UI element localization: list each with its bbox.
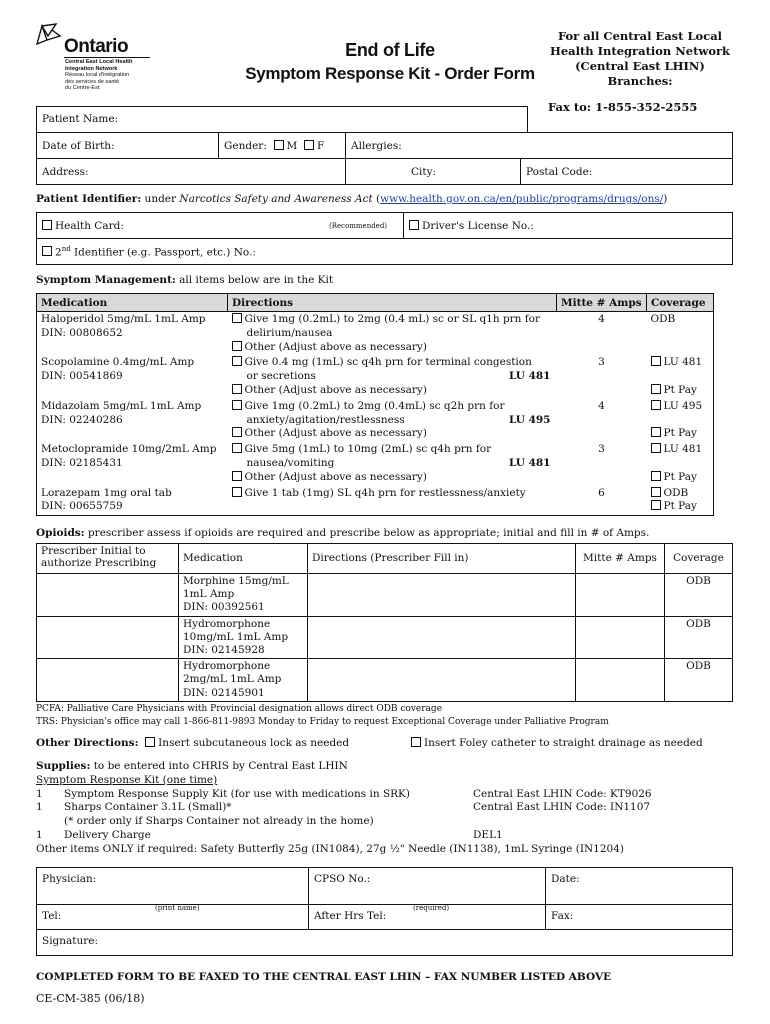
opioid-medication-line: Morphine 15mg/mL xyxy=(183,575,289,587)
trs-note: TRS: Physician's office may call 1-866-811-9893 Monday to Friday to request Exceptional Coverage under Palliative Program xyxy=(36,717,609,727)
coverage-checkbox[interactable] xyxy=(651,500,661,510)
opioid-directions-cell[interactable] xyxy=(308,616,576,659)
coverage-line: LU 495 xyxy=(651,400,710,414)
mitte-cell: 6 xyxy=(557,486,647,516)
coverage-line: ODB xyxy=(651,487,710,501)
patient-name-field[interactable]: Patient Name: xyxy=(36,106,528,133)
supply-text: (* order only if Sharps Container not already in the home) xyxy=(64,815,374,828)
medication-line: DIN: 00541869 xyxy=(41,370,123,383)
supply-text: Sharps Container 3.1L (Small)* xyxy=(64,801,232,814)
medication-cell xyxy=(37,312,228,356)
allergies-field[interactable]: Allergies: xyxy=(346,133,733,159)
medication-line: Metoclopramide 10mg/2mL Amp xyxy=(41,443,217,456)
other-directions: Other Directions: Insert subcutaneous lock as needed xyxy=(36,737,350,749)
coverage-cell xyxy=(647,442,714,485)
supply-code: Central East LHIN Code: KT9026 xyxy=(473,787,652,800)
coverage-cell xyxy=(647,355,714,398)
second-identifier-field[interactable]: 2nd Identifier (e.g. Passport, etc.) No.: xyxy=(37,239,733,265)
coverage-line: Pt Pay xyxy=(651,427,710,441)
col-mitte: Mitte # Amps xyxy=(557,294,647,312)
direction-line: Other (Adjust above as necessary) xyxy=(232,471,553,485)
form-code: CE-CM-385 (06/18) xyxy=(36,992,145,1005)
opioid-medication-cell xyxy=(179,659,308,702)
identifier-grid xyxy=(36,212,733,265)
opioid-mitte-cell[interactable] xyxy=(576,574,665,617)
signature-field[interactable]: Signature: xyxy=(37,930,733,956)
direction-checkbox[interactable] xyxy=(232,356,242,366)
supply-item xyxy=(36,788,736,802)
medication-cell xyxy=(37,486,228,516)
subcutaneous-lock-checkbox[interactable] xyxy=(145,737,155,747)
supply-qty: 1 xyxy=(36,787,43,800)
opioid-row xyxy=(37,574,733,617)
coverage-checkbox[interactable] xyxy=(651,487,661,497)
fax-number: Fax to: 1-855-352-2555 xyxy=(548,100,698,114)
direction-line: Other (Adjust above as necessary) xyxy=(232,341,553,355)
fax-field[interactable]: Fax: xyxy=(546,905,733,930)
gender-f-checkbox[interactable] xyxy=(304,140,314,150)
drivers-license-checkbox[interactable] xyxy=(409,220,419,230)
coverage-line: ODB xyxy=(650,313,676,325)
identifier-heading: Patient Identifier: under Narcotics Safety and Awareness Act (www.health.gov.on.ca/en/public/programs/drugs/ons/) xyxy=(36,193,668,205)
medication-cell xyxy=(37,355,228,398)
direction-line: anxiety/agitation/restlessness LU 495 xyxy=(246,413,551,426)
lhin-branches: For all Central East Local Health Integration Network (Central East LHIN) Branches: xyxy=(549,29,731,88)
opioid-medication-cell xyxy=(179,616,308,659)
foley-catheter-checkbox[interactable] xyxy=(411,737,421,747)
medication-line: Scopolamine 0.4mg/mL Amp xyxy=(41,356,195,369)
medication-line: DIN: 00655759 xyxy=(41,500,123,513)
opioid-coverage-cell: ODB xyxy=(665,616,733,659)
trillium-icon xyxy=(34,22,64,50)
logo-subtext: Central East Local Health Integration Network Réseau local d'intégration des services de santé du Centre-Est xyxy=(65,59,133,92)
symptom-row xyxy=(37,355,714,398)
symptom-row xyxy=(37,312,714,356)
symptom-table xyxy=(36,293,714,516)
completed-notice: COMPLETED FORM TO BE FAXED TO THE CENTRAL EAST LHIN – FAX NUMBER LISTED ABOVE xyxy=(36,971,612,983)
opioid-medication-line: 1mL Amp xyxy=(183,588,235,601)
logo-word: Ontario xyxy=(64,36,129,57)
coverage-checkbox[interactable] xyxy=(651,427,661,437)
city-field[interactable]: City: xyxy=(346,159,521,185)
opioid-medication-line: Hydromorphone xyxy=(183,617,271,630)
direction-line: Give 1mg (0.2mL) to 2mg (0.4mL) sc q2h prn for xyxy=(232,400,553,414)
supply-text: Delivery Charge xyxy=(64,828,151,841)
direction-checkbox[interactable] xyxy=(232,427,242,437)
opioid-row xyxy=(37,659,733,702)
prescriber-initial-cell[interactable] xyxy=(37,659,179,702)
directions-cell xyxy=(228,442,557,485)
coverage-checkbox[interactable] xyxy=(651,471,661,481)
gender-m-checkbox[interactable] xyxy=(274,140,284,150)
direction-line: Other (Adjust above as necessary) xyxy=(232,384,553,398)
opioid-medication-line: DIN: 02145928 xyxy=(183,644,265,657)
symptom-row xyxy=(37,442,714,485)
opioid-directions-cell[interactable] xyxy=(308,659,576,702)
supply-code: Central East LHIN Code: IN1107 xyxy=(473,801,651,814)
direction-checkbox[interactable] xyxy=(232,313,242,323)
coverage-line xyxy=(651,457,710,471)
opioid-mitte-cell[interactable] xyxy=(576,659,665,702)
medication-cell xyxy=(37,442,228,485)
pcfa-note: PCFA: Palliative Care Physicians with Provincial designation allows direct ODB coverage xyxy=(36,704,443,714)
mitte-cell: 3 xyxy=(598,443,605,456)
date-field[interactable]: Date: xyxy=(546,868,733,905)
direction-checkbox[interactable] xyxy=(232,384,242,394)
page-title: End of Life Symptom Response Kit - Order Form xyxy=(245,40,535,83)
opioid-medication-cell xyxy=(179,574,308,617)
supplies-kit-heading: Symptom Response Kit (one time) xyxy=(36,773,218,786)
drivers-license-field[interactable]: Driver's License No.: xyxy=(404,213,733,239)
symptom-row xyxy=(37,486,714,516)
coverage-cell xyxy=(647,312,714,356)
supply-item xyxy=(36,815,736,829)
lu-code: LU 481 xyxy=(508,370,551,383)
dob-field[interactable]: Date of Birth: xyxy=(37,133,219,159)
direction-line: Give 5mg (1mL) to 10mg (2mL) sc q4h prn for xyxy=(232,443,553,457)
coverage-line: Pt Pay xyxy=(651,500,710,514)
opioid-medication-line: DIN: 02145901 xyxy=(183,686,265,699)
postal-code-field[interactable]: Postal Code: xyxy=(521,159,733,185)
opioid-directions-cell[interactable] xyxy=(308,574,576,617)
col-op-mitte: Mitte # Amps xyxy=(576,544,665,574)
supply-code: DEL1 xyxy=(473,828,503,841)
col-medication: Medication xyxy=(37,294,228,312)
supply-qty: 1 xyxy=(36,828,43,841)
col-op-directions: Directions (Prescriber Fill in) xyxy=(308,544,576,574)
direction-line: Give 0.4 mg (1mL) sc q4h prn for terminal congestion xyxy=(232,356,553,370)
directions-cell xyxy=(228,486,557,516)
direction-checkbox[interactable] xyxy=(232,443,242,453)
col-prescriber-initial: Prescriber Initial to authorize Prescribing xyxy=(37,544,179,574)
mitte-cell: 3 xyxy=(598,356,605,369)
direction-line: nausea/vomiting LU 481 xyxy=(246,456,551,469)
symptom-heading: Symptom Management: all items below are in the Kit xyxy=(36,274,334,286)
opioid-medication-line: DIN: 00392561 xyxy=(183,601,265,614)
coverage-line: Pt Pay xyxy=(651,384,710,398)
opioid-row xyxy=(37,616,733,659)
coverage-line: LU 481 xyxy=(651,356,710,370)
direction-line: Give 1mg (0.2mL) to 2mg (0.4 mL) sc or SL q1h prn for xyxy=(232,313,553,327)
coverage-checkbox[interactable] xyxy=(651,443,661,453)
health-card-checkbox[interactable] xyxy=(42,220,52,230)
coverage-line xyxy=(651,414,710,428)
medication-line: DIN: 02240286 xyxy=(41,413,123,426)
supplies-section: Supplies: to be entered into CHRIS by Central East LHIN Symptom Response Kit (one time) 1 Symptom Response Supply Kit (for use with medications in SRK) Central East LHIN Code: KT9026 1 Sharps Container 3.1L (Small)* Central East LHIN Code: IN1107 (* order only if Sharps Container not already in the home) 1 Delivery Charge DEL1 Other items ONLY if required: Safety Butterfly 25g (IN1084), 27g ½" Needle (IN1138), 1mL Syringe (IN1204) xyxy=(36,760,736,857)
coverage-checkbox[interactable] xyxy=(651,400,661,410)
coverage-cell xyxy=(647,399,714,442)
prescriber-initial-cell[interactable] xyxy=(37,616,179,659)
medication-cell xyxy=(37,399,228,442)
supply-qty: 1 xyxy=(36,801,43,814)
after-hrs-field[interactable]: After Hrs Tel: xyxy=(309,905,546,930)
supply-item xyxy=(36,801,736,815)
other-items: Other items ONLY if required: Safety Butterfly 25g (IN1084), 27g ½" Needle (IN1138), 1mL Syringe (IN1204) xyxy=(36,842,624,855)
physician-field[interactable]: Physician: (print name) xyxy=(37,868,309,905)
direction-line: or secretions LU 481 xyxy=(246,370,551,383)
opioid-mitte-cell[interactable] xyxy=(576,616,665,659)
lu-code: LU 495 xyxy=(508,413,551,426)
col-directions: Directions xyxy=(228,294,557,312)
col-op-coverage: Coverage xyxy=(665,544,733,574)
direction-checkbox[interactable] xyxy=(232,341,242,351)
opioid-medication-line: 10mg/mL 1mL Amp xyxy=(183,630,289,643)
directions-cell xyxy=(228,399,557,442)
medication-line: Midazolam 5mg/mL 1mL Amp xyxy=(41,399,202,412)
direction-checkbox[interactable] xyxy=(232,471,242,481)
ontario-logo xyxy=(34,22,154,100)
mitte-cell: 4 xyxy=(598,313,605,325)
coverage-line: LU 481 xyxy=(651,443,710,457)
cpso-field[interactable]: CPSO No.: (required) xyxy=(309,868,546,905)
mitte-cell: 4 xyxy=(598,399,605,412)
direction-checkbox[interactable] xyxy=(232,487,242,497)
direction-line: delirium/nausea xyxy=(246,326,333,339)
coverage-line: Pt Pay xyxy=(651,471,710,485)
opioids-heading: Opioids: prescriber assess if opioids are required and prescribe below as appropriate; initial and fill in # of Amps. xyxy=(36,527,650,539)
ons-link[interactable]: www.health.gov.on.ca/en/public/programs/drugs/ons/ xyxy=(380,193,664,205)
physician-grid xyxy=(36,867,733,956)
directions-cell xyxy=(228,312,557,356)
direction-line: Other (Adjust above as necessary) xyxy=(232,427,553,441)
foley-option: Insert Foley catheter to straight drainage as needed xyxy=(411,737,703,749)
directions-cell xyxy=(228,355,557,398)
col-coverage: Coverage xyxy=(647,294,714,312)
tel-field[interactable]: Tel: xyxy=(37,905,309,930)
patient-grid xyxy=(36,132,733,185)
opioid-table xyxy=(36,543,733,702)
medication-line: DIN: 02185431 xyxy=(41,456,123,469)
health-card-field[interactable]: Health Card: (Recommended) xyxy=(37,213,404,239)
coverage-line xyxy=(651,370,710,384)
supply-item xyxy=(36,829,736,843)
col-op-medication: Medication xyxy=(179,544,308,574)
prescriber-initial-cell[interactable] xyxy=(37,574,179,617)
symptom-row xyxy=(37,399,714,442)
gender-field[interactable]: Gender: M F xyxy=(219,133,346,159)
medication-line: Haloperidol 5mg/mL 1mL Amp xyxy=(41,313,206,325)
opioid-coverage-cell: ODB xyxy=(665,659,733,702)
opioid-medication-line: Hydromorphone xyxy=(183,660,271,673)
coverage-cell xyxy=(647,486,714,516)
opioid-medication-line: 2mg/mL 1mL Amp xyxy=(183,673,282,686)
lu-code: LU 481 xyxy=(508,456,551,469)
opioid-coverage-cell: ODB xyxy=(665,574,733,617)
coverage-checkbox[interactable] xyxy=(651,356,661,366)
supply-text: Symptom Response Supply Kit (for use with medications in SRK) xyxy=(64,787,410,800)
coverage-checkbox[interactable] xyxy=(651,384,661,394)
medication-line: Lorazepam 1mg oral tab xyxy=(41,486,172,499)
direction-checkbox[interactable] xyxy=(232,400,242,410)
address-field[interactable]: Address: xyxy=(37,159,346,185)
direction-line: Give 1 tab (1mg) SL q4h prn for restlessness/anxiety xyxy=(232,487,553,501)
medication-line: DIN: 00808652 xyxy=(41,326,123,339)
second-identifier-checkbox[interactable] xyxy=(42,246,52,256)
